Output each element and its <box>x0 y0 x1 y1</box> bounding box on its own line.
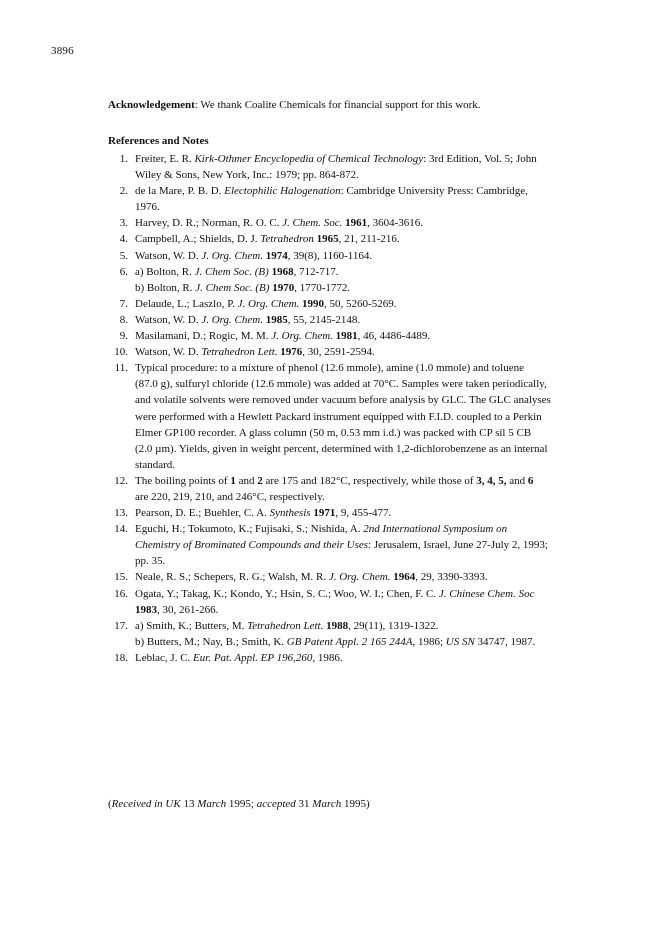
reference-item <box>108 521 628 569</box>
reference-number: 7. <box>119 297 128 310</box>
reference-text: and <box>506 474 528 487</box>
reference-text: were performed with a Hewlett Packard instrument equipped with F.I.D. coupled to a Perkin <box>135 410 542 423</box>
reference-text: Watson, W. D. <box>135 249 202 262</box>
reference-line <box>135 231 628 247</box>
reference-line <box>135 248 628 264</box>
reference-text: , 1986; <box>412 635 446 648</box>
reference-text: de la Mare, P. B. D. <box>135 185 225 198</box>
reference-text: Watson, W. D. <box>135 313 202 326</box>
reference-text: : Cambridge University Press: Cambridge, <box>340 185 528 198</box>
reference-italic-text: Electophilic Halogenation <box>224 185 341 198</box>
reference-text: Pearson, D. E.; Buehler, C. A. <box>135 507 270 520</box>
acknowledgement-label: Acknowledgement <box>108 99 195 111</box>
reference-line <box>135 183 628 199</box>
reference-italic-text: J. Chem Soc. (B) <box>195 281 270 294</box>
reference-italic-text: J. Chem. Soc. <box>282 217 343 230</box>
reference-text: Elmer GP100 recorder. A glass column (50 m, 0.53 mm i.d.) was packed with CP sil 5 CB <box>135 426 532 439</box>
reference-text: , 1770-1772. <box>294 281 351 294</box>
reference-text: : Jerusalem, Israel, June 27-July 2, 1993; <box>368 539 548 552</box>
reference-text: (2.0 µm). Yields, given in weight percent, determined with 1,2-dichlorobenzene as an internal <box>135 442 548 455</box>
reference-text: Delaude, L.; Laszlo, P. <box>135 297 238 310</box>
reference-text: Ogata, Y.; Takag, K.; Kondo, Y.; Hsin, S. C.; Woo, W. I.; Chen, F. C. <box>135 587 439 600</box>
reference-line <box>135 151 628 167</box>
reference-line <box>135 280 628 296</box>
reference-line <box>135 360 628 376</box>
reference-bold-text: 1974 <box>265 249 288 262</box>
received-label: Received in UK <box>111 798 181 810</box>
reference-number: 8. <box>119 313 128 326</box>
reference-number: 4. <box>119 233 128 246</box>
reference-text: , 29(11), 1319-1322. <box>348 619 439 632</box>
reference-item <box>108 231 628 247</box>
reference-line <box>135 634 628 650</box>
reference-number: 10. <box>114 346 128 359</box>
reference-number: 15. <box>114 571 128 584</box>
reference-line <box>135 264 628 280</box>
reference-italic-text: J. Org. Chem. <box>328 571 391 584</box>
reference-number: 18. <box>114 651 128 664</box>
reference-line <box>135 489 628 505</box>
references-heading: References and Notes <box>108 135 209 147</box>
acknowledgement <box>108 98 628 112</box>
reference-italic-text: Synthesis <box>269 507 311 520</box>
reference-text: Masilamani, D.; Rogic, M. M. <box>135 330 272 343</box>
reference-item <box>108 360 628 473</box>
reference-text: b) Bolton, R. <box>135 281 196 294</box>
reference-italic-text: J. Org. Chem. <box>201 249 263 262</box>
reference-bold-text: 3, 4, 5, <box>476 474 507 487</box>
reference-number: 17. <box>114 619 128 632</box>
reference-italic-text: Tetrahedron Lett. <box>247 619 324 632</box>
reference-italic-text: J. Chinese Chem. Soc <box>438 587 535 600</box>
reference-number: 16. <box>114 587 128 600</box>
reference-item <box>108 215 628 231</box>
reference-italic-text: 2nd International Symposium on <box>363 523 508 536</box>
reference-text: pp. 35. <box>135 555 166 568</box>
reference-text: Eguchi, H.; Tokumoto, K.; Fujisaki, S.; Nishida, A. <box>135 523 364 536</box>
reference-text: 1976. <box>135 201 160 214</box>
reference-bold-text: 1968 <box>271 265 294 278</box>
reference-bold-text: 1976 <box>280 346 303 359</box>
reference-item <box>108 344 628 360</box>
reference-text: The boiling points of <box>135 474 231 487</box>
reference-text: , 30, 2591-2594. <box>302 346 375 359</box>
reference-italic-text: J. Org. Chem. <box>271 330 333 343</box>
reference-number: 3. <box>119 217 128 230</box>
reference-text: Freiter, E. R. <box>135 153 195 165</box>
reference-item <box>108 505 628 521</box>
reference-italic-text: GB Patent Appl. 2 165 244A <box>286 635 413 648</box>
reference-number: 14. <box>114 523 128 536</box>
reference-item <box>108 650 628 666</box>
reference-text: , 55, 2145-2148. <box>287 313 361 326</box>
received-note: (Received in UK 13 March 1995; accepted 31 March 1995) <box>108 798 370 810</box>
reference-number: 6. <box>119 265 128 278</box>
reference-line <box>135 392 628 408</box>
reference-line <box>135 425 628 441</box>
reference-item <box>108 569 628 585</box>
reference-line <box>135 586 628 602</box>
references-list <box>108 151 628 666</box>
reference-bold-text: 6 <box>527 474 534 487</box>
reference-bold-text: 1 <box>230 474 236 487</box>
reference-item <box>108 586 628 618</box>
reference-italic-text: Tetrahedron Lett. <box>201 346 278 359</box>
reference-text: , 3604-3616. <box>367 217 424 230</box>
reference-line <box>135 296 628 312</box>
reference-italic-text: US SN <box>445 635 475 648</box>
reference-text: are 175 and 182°C, respectively, while those of <box>262 474 477 487</box>
reference-bold-text: 1971 <box>313 507 336 520</box>
reference-line <box>135 457 628 473</box>
reference-text: , 9, 455-477. <box>335 507 392 520</box>
page-number: 3896 <box>51 45 74 57</box>
reference-text: Typical procedure: to a mixture of phenol (12.6 mmole), amine (1.0 mmole) and toluene <box>135 362 525 375</box>
reference-number: 9. <box>119 330 128 343</box>
reference-line <box>135 312 628 328</box>
reference-line <box>135 344 628 360</box>
reference-line <box>135 409 628 425</box>
reference-item <box>108 183 628 215</box>
reference-number: 1. <box>119 153 128 165</box>
reference-bold-text: 1983 <box>135 603 157 616</box>
reference-text: , 1986. <box>312 651 343 664</box>
reference-number: 11. <box>114 362 128 375</box>
reference-text: a) Smith, K.; Butters, M. <box>135 619 248 632</box>
reference-number: 5. <box>119 249 128 262</box>
reference-text: : 3rd Edition, Vol. 5; John <box>423 153 537 165</box>
acknowledgement-text: : We thank Coalite Chemicals for financial support for this work. <box>194 99 481 111</box>
reference-bold-text: 1981 <box>335 330 358 343</box>
reference-line <box>135 553 628 569</box>
reference-bold-text: 2 <box>257 474 263 487</box>
reference-bold-text: 1961 <box>345 217 368 230</box>
reference-line <box>135 215 628 231</box>
reference-bold-text: 1965 <box>316 233 339 246</box>
reference-text: 34747, 1987. <box>474 635 536 648</box>
reference-line <box>135 602 628 618</box>
reference-text: , 712-717. <box>293 265 339 278</box>
reference-line <box>135 618 628 634</box>
reference-text: are 220, 219, 210, and 246°C, respectively. <box>135 490 325 503</box>
reference-line <box>135 199 628 215</box>
reference-line <box>135 521 628 537</box>
reference-line <box>135 328 628 344</box>
reference-number: 2. <box>119 185 128 198</box>
reference-text: , 46, 4486-4489. <box>357 330 431 343</box>
reference-text: Wiley & Sons, New York, Inc.: 1979; pp. 864-872. <box>135 169 359 182</box>
reference-text: , 29, 3390-3393. <box>415 571 488 584</box>
reference-text: a) Bolton, R. <box>135 265 195 278</box>
reference-line <box>135 473 628 489</box>
reference-item <box>108 248 628 264</box>
reference-item <box>108 151 628 183</box>
reference-line <box>135 537 628 553</box>
reference-italic-text: Kirk-Othmer Encyclopedia of Chemical Technology <box>194 153 424 165</box>
reference-italic-text: Eur. Pat. Appl. EP 196,260 <box>193 651 313 664</box>
reference-text: Harvey, D. R.; Norman, R. O. C. <box>135 217 283 230</box>
reference-bold-text: 1985 <box>265 313 288 326</box>
reference-text: Watson, W. D. <box>135 346 202 359</box>
reference-line <box>135 505 628 521</box>
reference-text: Leblac, J. C. <box>135 651 194 664</box>
reference-text: , 50, 5260-5269. <box>324 297 397 310</box>
reference-italic-text: J. Org. Chem. <box>237 297 300 310</box>
reference-text: b) Butters, M.; Nay, B.; Smith, K. <box>135 635 287 648</box>
reference-item <box>108 473 628 505</box>
reference-text: , 39(8), 1160-1164. <box>287 249 373 262</box>
reference-text: (87.0 g), sulfuryl chloride (12.6 mmole) was added at 70°C. Samples were taken periodically, <box>135 378 547 391</box>
reference-text: , 30, 261-266. <box>157 603 219 616</box>
reference-bold-text: 1970 <box>272 281 295 294</box>
reference-line <box>135 441 628 457</box>
reference-text: Neale, R. S.; Schepers, R. G.; Walsh, M. R. <box>135 571 329 584</box>
reference-number: 13. <box>114 507 128 520</box>
reference-text: and <box>235 474 258 487</box>
reference-bold-text: 1990 <box>302 297 325 310</box>
reference-item <box>108 296 628 312</box>
reference-italic-text: J. Org. Chem. <box>201 313 263 326</box>
reference-italic-text: Chemistry of Brominated Compounds and their Uses <box>135 539 369 552</box>
reference-item <box>108 312 628 328</box>
reference-line <box>135 167 628 183</box>
reference-text: , 21, 211-216. <box>338 233 400 246</box>
accepted-label: accepted <box>256 798 296 810</box>
reference-line <box>135 569 628 585</box>
reference-item <box>108 328 628 344</box>
reference-text: and volatile solvents were removed under vacuum before analysis by GLC. The GLC analyses <box>135 394 551 407</box>
reference-italic-text: Tetrahedron <box>260 233 314 246</box>
reference-text: standard. <box>135 458 176 471</box>
reference-bold-text: 1988 <box>326 619 349 632</box>
reference-item <box>108 264 628 296</box>
reference-number: 12. <box>114 474 128 487</box>
reference-line <box>135 650 628 666</box>
reference-text: Campbell, A.; Shields, D. J. <box>135 233 261 246</box>
reference-bold-text: 1964 <box>393 571 416 584</box>
reference-line <box>135 376 628 392</box>
reference-italic-text: J. Chem Soc. (B) <box>194 265 269 278</box>
reference-item <box>108 618 628 650</box>
